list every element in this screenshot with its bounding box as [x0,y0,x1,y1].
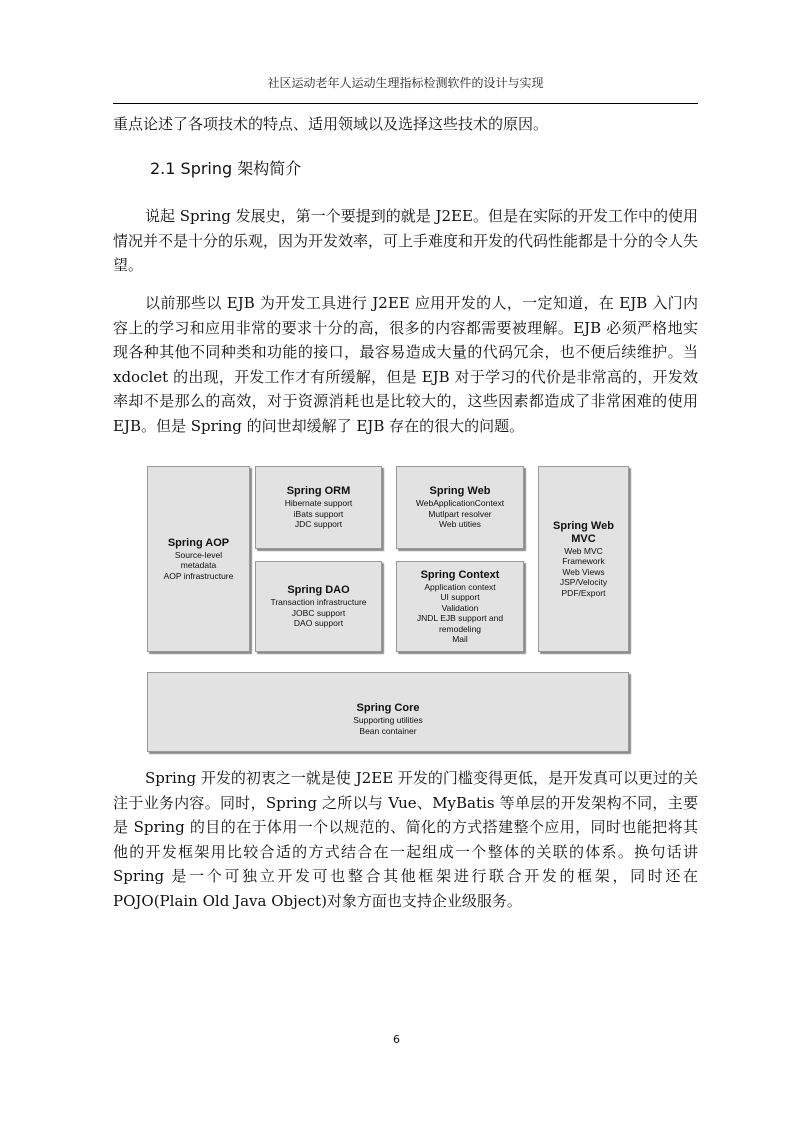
spring-orm-line: iBats support [293,508,344,519]
spring-dao-line: JOBC support [291,607,346,618]
page-number: 6 [393,1033,400,1046]
spring-dao-title: Spring DAO [287,584,350,597]
spring-aop-title: Spring AOP [167,536,230,549]
spring-web-mvc-line: Web MVC [564,545,603,556]
running-header: 社区运动老年人运动生理指标检测软件的设计与实现 [267,76,544,90]
paragraph-1: 说起 Spring 发展史，第一个要提到的就是 J2EE。但是在实际的开发工作中的使用情况并不是十分的乐观，因为开发效率，可上手难度和开发的代码性能都是十分的令人失望。 [113,207,699,275]
spring-context-title: Spring Context [420,568,500,581]
spring-web-mvc-title: Spring Web [553,519,614,532]
spring-web-mvc-line: Web Views [562,566,605,577]
header-rule [113,103,698,104]
spring-aop-line: metadata [180,560,217,571]
spring-context-line: Mail [452,634,468,644]
spring-core-line: Bean container [359,725,417,736]
spring-aop-line: AOP infrastructure [163,570,234,581]
spring-context-line: UI support [440,592,480,602]
spring-architecture-diagram [139,460,644,765]
spring-aop-line: Source-level [174,549,223,560]
spring-dao-line: Transaction infrastructure [270,597,367,608]
spring-web-mvc-line: JSP/Velocity [559,577,608,588]
spring-aop-box [147,466,250,652]
spring-context-line: JNDL EJB support and [416,613,504,623]
spring-context-line: Application context [424,581,496,592]
paragraph-2: 以前那些以 EJB 为开发工具进行 J2EE 应用开发的人，一定知道，在 EJB 入门内容上的学习和应用非常的要求十分的高，很多的内容都需要被理解。EJB 必须严格地实现各种其他不同种类和功能的接口，最容易造成大量的代码冗余，也不便后续维护。当 xdoclet 的出现，开发工作才有所缓解，但是 EJB 对于学习的代价是非常高的，开发效率却不是那么的高效，对于资源消耗也是比较大的，这些因素都造成了非常困难的使用 EJB。但是 Spring 的问世却缓解了 EJB 存在的很大的问题。 [113,294,698,435]
spring-web-mvc-line: Framework [562,556,605,567]
spring-web-box [396,466,524,549]
spring-orm-title: Spring ORM [286,485,351,498]
spring-core-box [147,672,629,752]
spring-context-line: Validation [441,602,479,613]
spring-web-mvc-title-2: MVC [571,532,596,545]
spring-orm-line: Hibernate support [284,498,353,509]
section-heading: 2.1 Spring 架构简介 [150,159,302,178]
spring-dao-box [255,561,382,652]
spring-orm-line: JDC support [294,519,343,530]
spring-web-mvc-line: PDF/Export [561,587,606,598]
spring-context-box [396,561,524,652]
spring-web-line: Mutlpart resolver [428,508,492,519]
spring-web-line: Web utities [439,519,481,530]
paragraph-3: Spring 开发的初衷之一就是使 J2EE 开发的门槛变得更低，是开发真可以更过的关注于业务内容。同时，Spring 之所以与 Vue、MyBatis 等单层的开发架构不同，主要是 Spring 的目的在于体用一个以规范的、简化的方式搭建整个应用，同时也能把将其他的开发框架用比较合适的方式结合在一起组成一个整体的关联的体系。换句话讲 Spring 是一个可独立开发可也整合其他框架进行联合开发的框架，同时还在 POJO(Plain Old Java Object)对象方面也支持企业级服务。 [113,769,698,910]
spring-context-line: remodeling [438,623,482,634]
spring-web-mvc-box [538,466,629,652]
spring-web-line: WebApplicationContext [415,498,505,509]
intro-line: 重点论述了各项技术的特点、适用领域以及选择这些技术的原因。 [113,115,549,133]
spring-dao-line: DAO support [293,618,344,629]
spring-core-line: Supporting utilities [353,715,423,725]
spring-web-title: Spring Web [429,485,491,498]
spring-core-title: Spring Core [356,702,420,714]
spring-orm-box [255,466,382,549]
